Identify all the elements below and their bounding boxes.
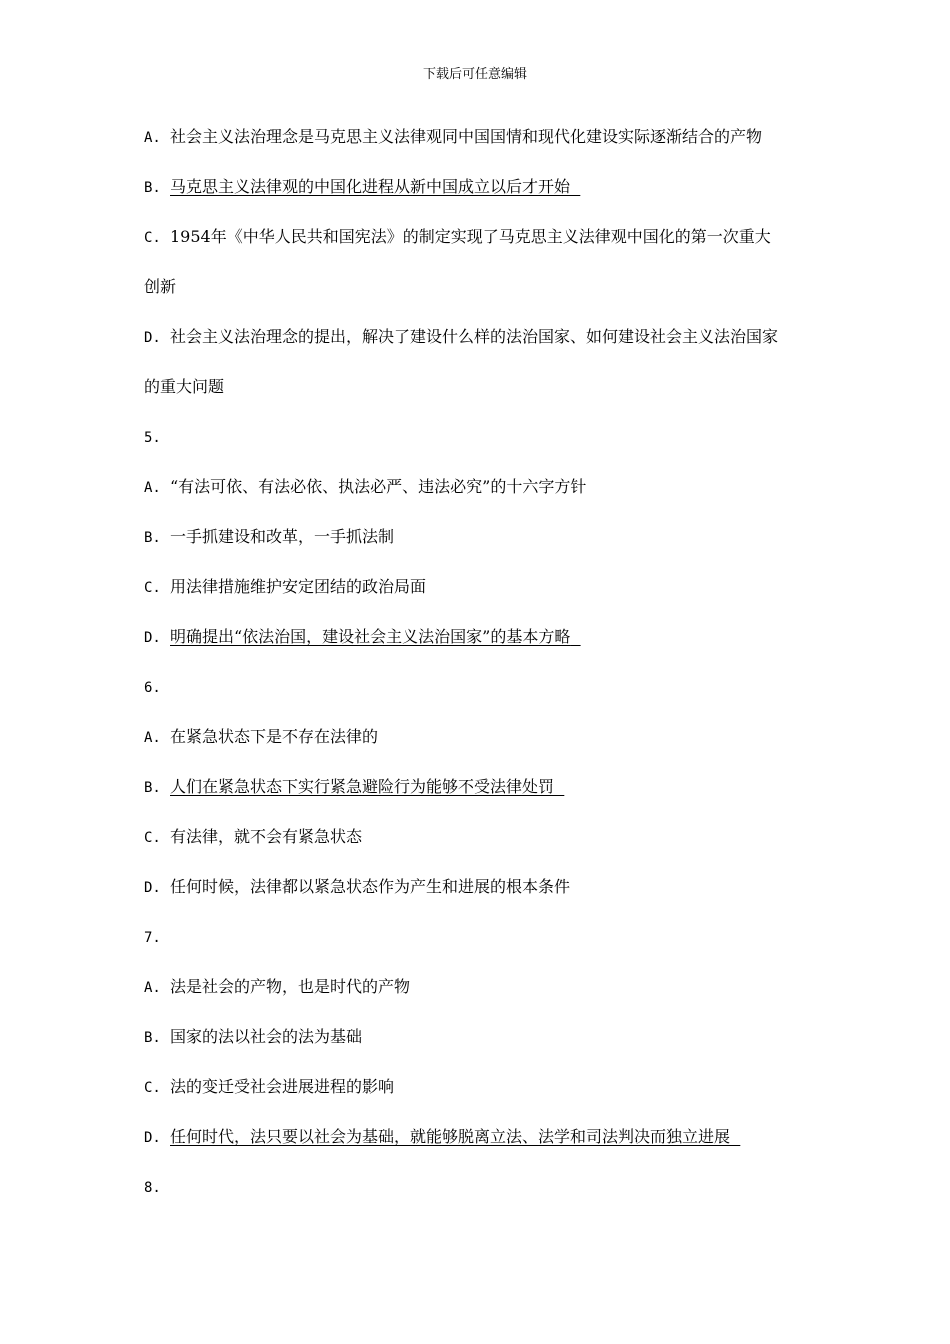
q5-option-d <box>144 624 824 674</box>
q7-option-c <box>144 1074 824 1124</box>
option-label: A. <box>144 130 161 146</box>
option-text: 在紧急状态下是不存在法律的 <box>170 727 379 746</box>
q7-option-b <box>144 1024 824 1074</box>
option-text: 创新 <box>144 277 177 296</box>
option-text: 法是社会的产物，也是时代的产物 <box>170 977 411 996</box>
q4-option-b <box>144 174 824 224</box>
q4-option-d-continued <box>144 374 824 424</box>
q5-option-a <box>144 474 824 524</box>
q4-option-c <box>144 224 824 274</box>
option-text: “有法可依、有法必依、执法必严、违法必究”的十六字方针 <box>170 477 587 496</box>
q4-option-d <box>144 324 824 374</box>
option-label: D. <box>144 330 161 346</box>
option-label: A. <box>144 980 161 996</box>
option-label: A. <box>144 730 161 746</box>
q6-option-d <box>144 874 824 924</box>
option-label: C. <box>144 830 161 846</box>
option-text: 国家的法以社会的法为基础 <box>170 1027 363 1046</box>
option-text: 一手抓建设和改革，一手抓法制 <box>170 527 395 546</box>
question-number: 6. <box>144 680 161 696</box>
option-label: C. <box>144 230 161 246</box>
option-label: D. <box>144 1130 161 1146</box>
option-label: B. <box>144 530 161 546</box>
option-text: 1954年《中华人民共和国宪法》的制定实现了马克思主义法律观中国化的第一次重大 <box>170 227 771 246</box>
q6-option-b <box>144 774 824 824</box>
option-label: D. <box>144 630 161 646</box>
q7-option-d <box>144 1124 824 1174</box>
option-text-answer: 任何时代，法只要以社会为基础，就能够脱离立法、法学和司法判决而独立进展 <box>170 1127 731 1146</box>
question-number: 5. <box>144 430 161 446</box>
q6-option-c <box>144 824 824 874</box>
option-text-answer: 人们在紧急状态下实行紧急避险行为能够不受法律处罚 <box>170 777 555 796</box>
option-text: 用法律措施维护安定团结的政治局面 <box>170 577 427 596</box>
question-number: 8. <box>144 1180 161 1196</box>
option-text-answer: 明确提出“依法治国，建设社会主义法治国家”的基本方略 <box>170 627 571 646</box>
q7-option-a <box>144 974 824 1024</box>
question-number: 7. <box>144 930 161 946</box>
q5-number <box>144 424 824 474</box>
option-label: B. <box>144 180 161 196</box>
option-label: B. <box>144 1030 161 1046</box>
option-label: C. <box>144 1080 161 1096</box>
option-label: B. <box>144 780 161 796</box>
option-label: A. <box>144 480 161 496</box>
q5-option-c <box>144 574 824 624</box>
q6-number <box>144 674 824 724</box>
option-text: 有法律，就不会有紧急状态 <box>170 827 363 846</box>
option-label: C. <box>144 580 161 596</box>
option-text: 的重大问题 <box>144 377 225 396</box>
document-body <box>144 124 824 1224</box>
q5-option-b <box>144 524 824 574</box>
option-text-answer: 马克思主义法律观的中国化进程从新中国成立以后才开始 <box>170 177 571 196</box>
q4-option-a <box>144 124 824 174</box>
option-text: 社会主义法治理念的提出，解决了建设什么样的法治国家、如何建设社会主义法治国家 <box>170 327 779 346</box>
q6-option-a <box>144 724 824 774</box>
q7-number <box>144 924 824 974</box>
q8-number <box>144 1174 824 1224</box>
page-header: 下载后可任意编辑 <box>422 67 527 82</box>
option-text: 社会主义法治理念是马克思主义法律观同中国国情和现代化建设实际逐渐结合的产物 <box>170 127 763 146</box>
option-text: 任何时候，法律都以紧急状态作为产生和进展的根本条件 <box>170 877 571 896</box>
q4-option-c-continued <box>144 274 824 324</box>
option-label: D. <box>144 880 161 896</box>
option-text: 法的变迁受社会进展进程的影响 <box>170 1077 395 1096</box>
